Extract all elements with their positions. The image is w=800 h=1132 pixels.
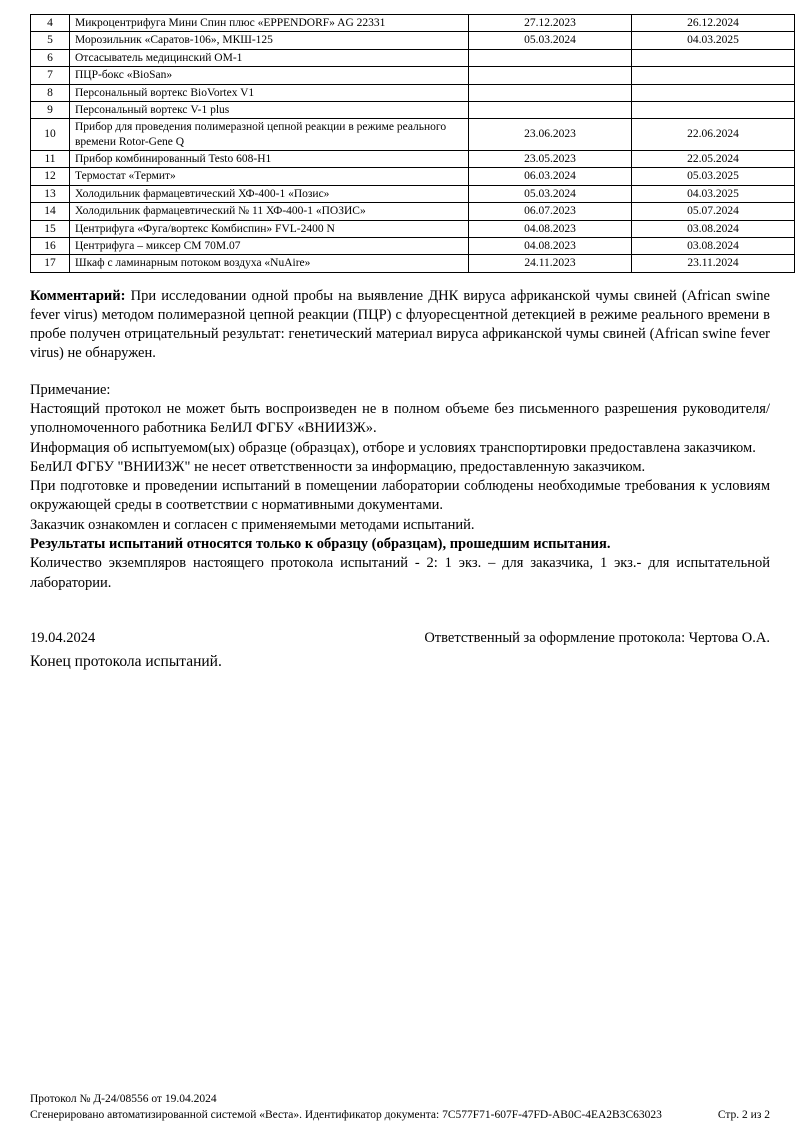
verification-date-cell — [469, 67, 632, 84]
verification-date-cell: 06.03.2024 — [469, 168, 632, 185]
table-row — [31, 203, 795, 220]
table-row — [31, 220, 795, 237]
table-row — [31, 32, 795, 49]
table-row — [31, 255, 795, 272]
valid-until-date-cell: 03.08.2024 — [632, 237, 795, 254]
valid-until-date-cell — [632, 67, 795, 84]
equipment-name-cell: Персональный вортекс BioVortex V1 — [70, 84, 469, 101]
notes-section — [30, 381, 770, 593]
equipment-name-cell: ПЦР-бокс «BioSan» — [70, 67, 469, 84]
signoff-date: 19.04.2024 — [30, 629, 96, 646]
valid-until-date-cell: 22.06.2024 — [632, 119, 795, 151]
equipment-name-cell: Прибор комбинированный Testo 608-Н1 — [70, 151, 469, 168]
row-number-cell: 12 — [31, 168, 70, 185]
valid-until-date-cell: 04.03.2025 — [632, 185, 795, 202]
row-number-cell: 10 — [31, 119, 70, 151]
equipment-name-cell: Отсасыватель медицинский ОМ-1 — [70, 49, 469, 66]
equipment-name-cell: Центрифуга – миксер СМ 70М.07 — [70, 237, 469, 254]
equipment-name-cell: Морозильник «Саратов-106», МКШ-125 — [70, 32, 469, 49]
page-footer — [30, 1091, 770, 1124]
valid-until-date-cell: 26.12.2024 — [632, 15, 795, 32]
note-item: Заказчик ознакомлен и согласен с применяемыми методами испытаний. — [30, 516, 475, 533]
note-item: БелИЛ ФГБУ "ВНИИЗЖ" не несет ответственности за информацию, предоставленную заказчиком. — [30, 458, 646, 475]
table-row — [31, 84, 795, 101]
equipment-table-body — [31, 15, 795, 273]
equipment-name-cell: Прибор для проведения полимеразной цепной реакции в режиме реального времени Rotor-Gene Q — [70, 119, 469, 151]
comment-paragraph — [30, 287, 770, 364]
valid-until-date-cell — [632, 49, 795, 66]
row-number-cell: 14 — [31, 203, 70, 220]
valid-until-date-cell: 22.05.2024 — [632, 151, 795, 168]
footer-protocol-number: Протокол № Д-24/08556 от 19.04.2024 — [30, 1092, 217, 1105]
table-row — [31, 15, 795, 32]
verification-date-cell — [469, 49, 632, 66]
table-row — [31, 185, 795, 202]
valid-until-date-cell — [632, 84, 795, 101]
verification-date-cell: 04.08.2023 — [469, 237, 632, 254]
valid-until-date-cell: 05.07.2024 — [632, 203, 795, 220]
row-number-cell: 16 — [31, 237, 70, 254]
verification-date-cell: 04.08.2023 — [469, 220, 632, 237]
equipment-name-cell: Холодильник фармацевтический ХФ-400-1 «Позис» — [70, 185, 469, 202]
comment-label: Комментарий: — [30, 287, 126, 304]
verification-date-cell: 05.03.2024 — [469, 185, 632, 202]
equipment-name-cell: Микроцентрифуга Мини Спин плюс «EPPENDORF» AG 22331 — [70, 15, 469, 32]
row-number-cell: 11 — [31, 151, 70, 168]
note-item-results: Результаты испытаний относятся только к образцу (образцам), прошедшим испытания. — [30, 536, 611, 552]
equipment-name-cell: Холодильник фармацевтический № 11 ХФ-400-1 «ПОЗИС» — [70, 203, 469, 220]
footer-page-number: Стр. 2 из 2 — [717, 1109, 770, 1122]
table-row — [31, 67, 795, 84]
table-row — [31, 237, 795, 254]
verification-date-cell: 27.12.2023 — [469, 15, 632, 32]
equipment-name-cell: Шкаф с ламинарным потоком воздуха «NuAire» — [70, 255, 469, 272]
row-number-cell: 15 — [31, 220, 70, 237]
verification-date-cell: 06.07.2023 — [469, 203, 632, 220]
valid-until-date-cell: 04.03.2025 — [632, 32, 795, 49]
valid-until-date-cell: 23.11.2024 — [632, 255, 795, 272]
valid-until-date-cell: 03.08.2024 — [632, 220, 795, 237]
row-number-cell: 13 — [31, 185, 70, 202]
end-of-protocol: Конец протокола испытаний. — [30, 653, 222, 671]
footer-generated-line: Сгенерировано автоматизированной системой «Веста». Идентификатор документа: 7C577F71-607F-47FD-AB0C-4EA2B3C63023 — [30, 1109, 662, 1122]
note-item: Информация об испытуемом(ых) образце (образцах), отборе и условиях транспортировки предоставлена заказчиком. — [30, 439, 756, 456]
verification-date-cell — [469, 84, 632, 101]
verification-date-cell — [469, 101, 632, 118]
table-row — [31, 168, 795, 185]
valid-until-date-cell: 05.03.2025 — [632, 168, 795, 185]
responsible-person: Ответственный за оформление протокола: Чертова О.А. — [424, 629, 770, 646]
verification-date-cell: 23.06.2023 — [469, 119, 632, 151]
verification-date-cell: 24.11.2023 — [469, 255, 632, 272]
verification-date-cell: 23.05.2023 — [469, 151, 632, 168]
row-number-cell: 6 — [31, 49, 70, 66]
notes-title: Примечание: — [30, 381, 111, 398]
table-row — [31, 101, 795, 118]
row-number-cell: 4 — [31, 15, 70, 32]
row-number-cell: 17 — [31, 255, 70, 272]
equipment-table — [30, 14, 795, 273]
table-row — [31, 49, 795, 66]
row-number-cell: 5 — [31, 32, 70, 49]
signoff-row — [30, 629, 770, 648]
row-number-cell: 9 — [31, 101, 70, 118]
valid-until-date-cell — [632, 101, 795, 118]
comment-text: При исследовании одной пробы на выявление ДНК вируса африканской чумы свиней (African swine fever virus) методом полимеразной цепной реакции (ПЦР) с флуоресцентной детекцией в режиме реального времени в пробе получен отрицательный результат: генетический материал вируса африканской чумы свиней (African swine fever virus) не обнаружен. — [30, 287, 770, 362]
row-number-cell: 8 — [31, 84, 70, 101]
table-row — [31, 119, 795, 151]
verification-date-cell: 05.03.2024 — [469, 32, 632, 49]
note-item: Настоящий протокол не может быть воспроизведен не в полном объеме без письменного разрешения руководителя/уполномоченного работника БелИЛ ФГБУ «ВНИИЗЖ». — [30, 401, 770, 437]
table-row — [31, 151, 795, 168]
note-item: При подготовке и проведении испытаний в помещении лаборатории соблюдены необходимые требования к условиям окружающей среды в соответствии с нормативными документами. — [30, 478, 770, 514]
note-item-copies: Количество экземпляров настоящего протокола испытаний - 2: 1 экз. – для заказчика, 1 экз.- для испытательной лаборатории. — [30, 555, 770, 591]
equipment-name-cell: Персональный вортекс V-1 plus — [70, 101, 469, 118]
row-number-cell: 7 — [31, 67, 70, 84]
equipment-name-cell: Центрифуга «Фуга/вортекс Комбиспин» FVL-2400 N — [70, 220, 469, 237]
equipment-name-cell: Термостат «Термит» — [70, 168, 469, 185]
